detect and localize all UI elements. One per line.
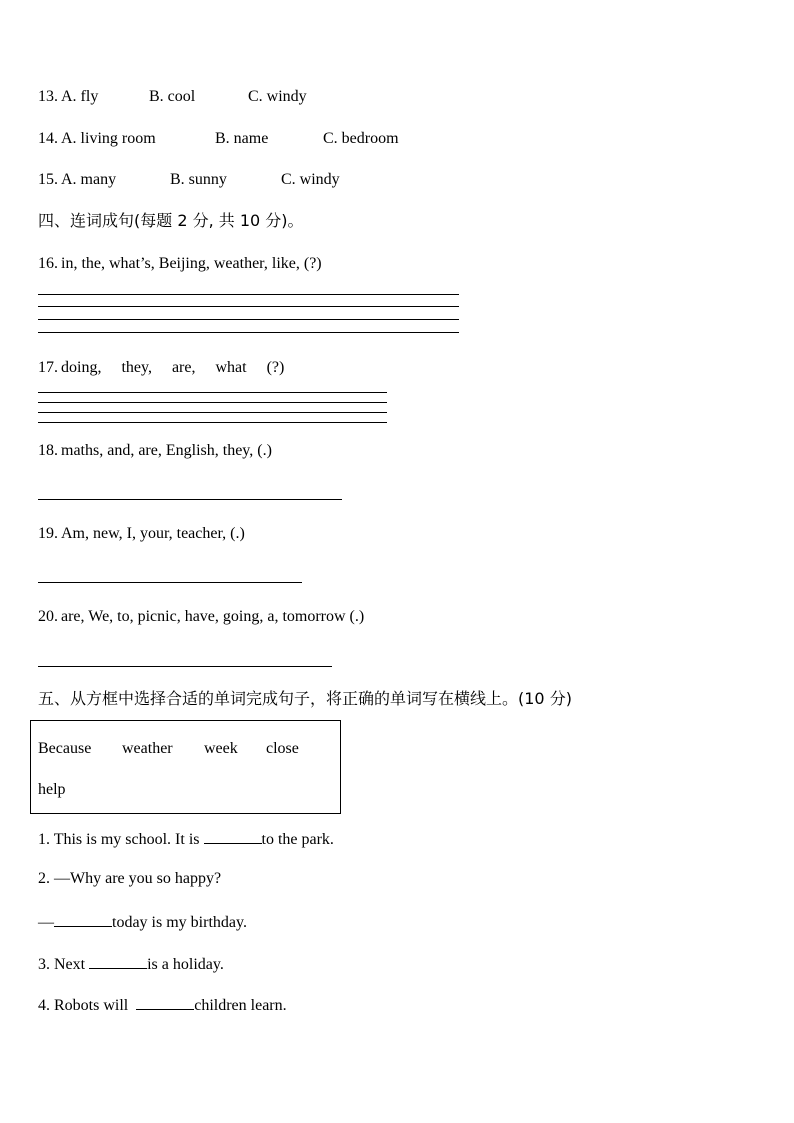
answer-line[interactable] xyxy=(38,332,459,333)
sentence-text: children learn. xyxy=(194,997,287,1014)
option-a: A. many xyxy=(61,171,117,188)
fill-blank[interactable] xyxy=(136,993,194,1010)
option-c: C. windy xyxy=(281,171,340,188)
answer-line[interactable] xyxy=(38,412,387,413)
answer-line[interactable] xyxy=(38,422,387,423)
word-help: help xyxy=(38,781,66,798)
item-number: 19. xyxy=(38,525,58,542)
sentence-1 xyxy=(38,827,334,850)
sentence-text: today is my birthday. xyxy=(112,914,247,931)
option-c: C. bedroom xyxy=(323,130,399,147)
item-words: maths, and, are, English, they, (.) xyxy=(61,442,272,459)
word-box xyxy=(30,720,341,814)
option-b: B. sunny xyxy=(170,171,227,188)
sentence-text: 2. —Why are you so happy? xyxy=(38,870,222,887)
item-words: Am, new, I, your, teacher, (.) xyxy=(61,525,245,542)
option-c: C. windy xyxy=(248,88,307,105)
option-a: A. fly xyxy=(61,88,99,105)
answer-line[interactable] xyxy=(38,294,459,295)
word-weather: weather xyxy=(122,740,173,757)
item-number: 16. xyxy=(38,255,58,272)
sentence-text: to the park. xyxy=(261,831,334,848)
answer-line[interactable] xyxy=(38,392,387,393)
item-words: doing, they, are, what (?) xyxy=(61,359,285,376)
answer-line[interactable] xyxy=(38,319,459,320)
fill-blank[interactable] xyxy=(54,910,112,927)
section4-heading: 四、连词成句(每题 2 分, 共 10 分)。 xyxy=(38,211,304,230)
item-number: 18. xyxy=(38,442,58,459)
option-b: B. cool xyxy=(149,88,196,105)
option-a: A. living room xyxy=(61,130,156,147)
sentence-text: 4. Robots will xyxy=(38,997,137,1014)
sentence-text: — xyxy=(38,914,54,931)
section5-heading: 五、从方框中选择合适的单词完成句子，将正确的单词写在横线上。(10 分) xyxy=(38,689,572,708)
option-b: B. name xyxy=(215,130,269,147)
sentence-2 xyxy=(38,869,221,889)
fill-blank[interactable] xyxy=(89,952,147,969)
answer-line[interactable] xyxy=(38,402,387,403)
item-number: 17. xyxy=(38,359,58,376)
item-words: in, the, what’s, Beijing, weather, like, (?) xyxy=(61,255,322,272)
item-number: 20. xyxy=(38,608,58,625)
sentence-text: 3. Next xyxy=(38,956,90,973)
question-number: 15. xyxy=(38,171,58,188)
fill-blank[interactable] xyxy=(204,827,262,844)
word-week: week xyxy=(204,740,238,757)
answer-line[interactable] xyxy=(38,499,342,500)
sentence-text: is a holiday. xyxy=(147,956,224,973)
question-number: 14. xyxy=(38,130,58,147)
question-number: 13. xyxy=(38,88,58,105)
answer-line[interactable] xyxy=(38,306,459,307)
word-close: close xyxy=(266,740,299,757)
item-words: are, We, to, picnic, have, going, a, tomorrow (.) xyxy=(61,608,365,625)
sentence-3 xyxy=(38,952,224,975)
word-because: Because xyxy=(38,740,92,757)
sentence-4 xyxy=(38,993,287,1016)
sentence-text: 1. This is my school. It is xyxy=(38,831,204,848)
sentence-2-answer xyxy=(38,910,247,933)
answer-line[interactable] xyxy=(38,582,302,583)
answer-line[interactable] xyxy=(38,666,332,667)
